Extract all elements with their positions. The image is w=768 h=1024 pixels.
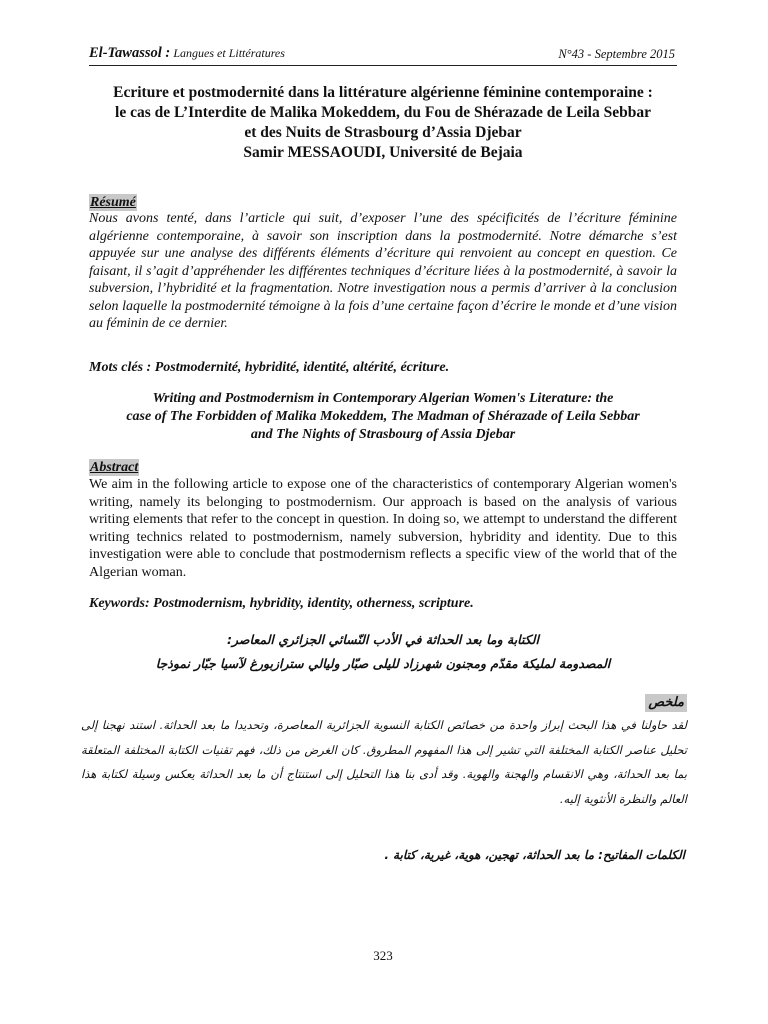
english-title-line-2: case of The Forbidden of Malika Mokeddem, The Madman of Shérazade of Leila Sebbar [126,409,640,424]
mots-cles: Mots clés : Postmodernité, hybridité, identité, altérité, écriture. [89,360,450,375]
arabic-title-line-1: الكتابة وما بعد الحداثة في الأدب النّسائي الجزائري المعاصر: [227,632,539,647]
arabic-summary-heading: ملخص [645,694,687,712]
author-line: Samir MESSAOUDI, Université de Bejaia [243,144,523,161]
journal-name [89,45,285,62]
english-title [89,390,677,444]
english-title-line-1: Writing and Postmodernism in Contemporary Algerian Women's Literature: the [152,391,614,406]
keywords: Keywords: Postmodernism, hybridity, identity, otherness, scripture. [89,596,474,611]
title-line-2: le cas de L’Interdite de Malika Mokeddem, du Fou de Shérazade de Leila Sebbar [115,104,651,121]
resume-heading: Résumé [90,195,136,210]
abstract-text: We aim in the following article to expose one of the characteristics of contemporary Algerian women's writing, namely its belonging to postmodernism. Our approach is based on the analysis of various writing elements that refer to the concept in question. In doing so, we attempt to understand the different writing technics related to postmodernism, namely subversion, hybridity and identity. Due to this investigation were able to conclude that postmodernism reflects a specific view of the world that of the Algerian woman. [89,477,677,580]
paper-page [81,0,687,1024]
page-number: 323 [373,948,393,963]
arabic-title [89,628,677,676]
title-line-1: Ecriture et postmodernité dans la littérature algérienne féminine contemporaine : [113,84,653,101]
arabic-keywords: الكلمات المفاتيح: ما بعد الحداثة، تهجين، هوية، غيرية، كتابة . [384,848,685,862]
issue-info: N°43 - Septembre 2015 [558,47,675,61]
article-title [89,83,677,163]
abstract-heading: Abstract [90,460,139,475]
journal-title: El-Tawassol : [89,45,171,61]
arabic-summary-text: لقد حاولنا في هذا البحث إبراز واحدة من خصائص الكتابة النسوية الجزائرية المعاصرة، وتحديدا ما بعد الحداثة. استند نهجنا إلى تحليل عناصر الكتابة المختلفة التي تشير إلى هذا المفهوم المطروق. كان الغرض من ذلك، فهم تقنيات الكتابة المختلفة المتعلقة بما بعد الحداثة، وهي الانقسام والهجنة والهوية. وقد أدى بنا هذا التحليل إلى استنتاج أن ما بعد الحداثة يعكس وسيلة لكتابة هذا العالم والنظرة الأنثوية إليه. [81,718,687,806]
arabic-title-line-2: المصدومة لمليكة مقدّم ومجنون شهرزاد لليلى صبّار وليالي سترازبورغ لآسيا جبّار نموذجا [155,656,611,671]
english-title-line-3: and The Nights of Strasbourg of Assia Djebar [250,427,516,442]
title-line-3: et des Nuits de Strasbourg d’Assia Djebar [244,124,522,141]
journal-subtitle: Langues et Littératures [173,46,285,60]
resume-text: Nous avons tenté, dans l’article qui suit, d’exposer l’une des spécificités de l’écriture féminine algérienne contemporaine, à savoir son inscription dans la postmodernité. Notre démarche s’est appuyée sur une analyse des différents éléments d’écriture qui renvoient au concept en question. Ce faisant, il s’agit d’appréhender les différentes techniques d’écriture liées à la postmodernité, à savoir la subversion, l’hybridité et la fragmentation. Notre investigation nous a permis d’arriver à la conclusion selon laquelle la postmodernité témoigne à la fois d’une certaine façon d’écrire le monde et d’une vision au féminin de ce dernier. [89,211,677,331]
running-header [89,42,677,66]
